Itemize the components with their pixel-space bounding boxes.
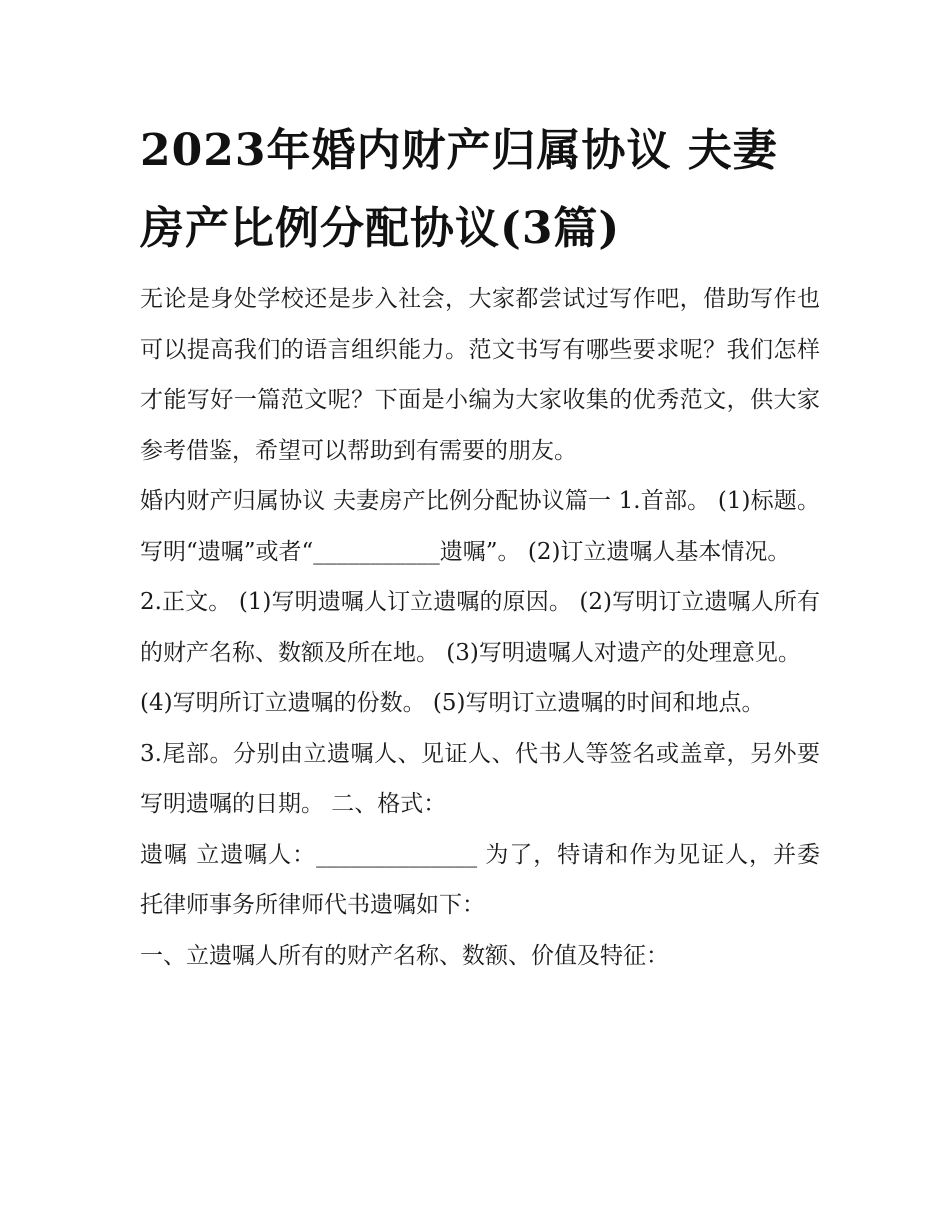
- paragraph-copies-time: (4)写明所订立遗嘱的份数。 (5)写明订立遗嘱的时间和地点。: [140, 690, 765, 716]
- paragraph-body-section: 2.正文。 (1)写明遗嘱人订立遗嘱的原因。 (2)写明订立遗嘱人所有的财产名称、数额及所在地。 (3)写明遗嘱人对遗产的处理意见。: [140, 589, 820, 666]
- paragraph-footer-section: 3.尾部。分别由立遗嘱人、见证人、代书人等签名或盖章，另外要写明遗嘱的日期。 二、格式：: [140, 740, 820, 817]
- paragraph-property-list: 一、立遗嘱人所有的财产名称、数额、价值及特征：: [140, 942, 669, 969]
- intro-paragraph: 无论是身处学校还是步入社会，大家都尝试过写作吧，借助写作也可以提高我们的语言组织能力。范文书写有哪些要求呢？我们怎样才能写好一篇范文呢？下面是小编为大家收集的优秀范文，供大家参考借鉴，希望可以帮助到有需要的朋友。: [140, 286, 820, 464]
- paragraph-header-section: 婚内财产归属协议 夫妻房产比例分配协议篇一 1.首部。 (1)标题。写明“遗嘱”或者“___________遗嘱”。 (2)订立遗嘱人基本情况。: [140, 488, 820, 565]
- document-title: 2023年婚内财产归属协议 夫妻房产比例分配协议(3篇): [140, 125, 778, 254]
- document-page: [140, 112, 820, 981]
- paragraph-will-template: 遗嘱 立遗嘱人：______________ 为了，特请和作为见证人，并委托律师事务所律师代书遗嘱如下：: [140, 841, 820, 918]
